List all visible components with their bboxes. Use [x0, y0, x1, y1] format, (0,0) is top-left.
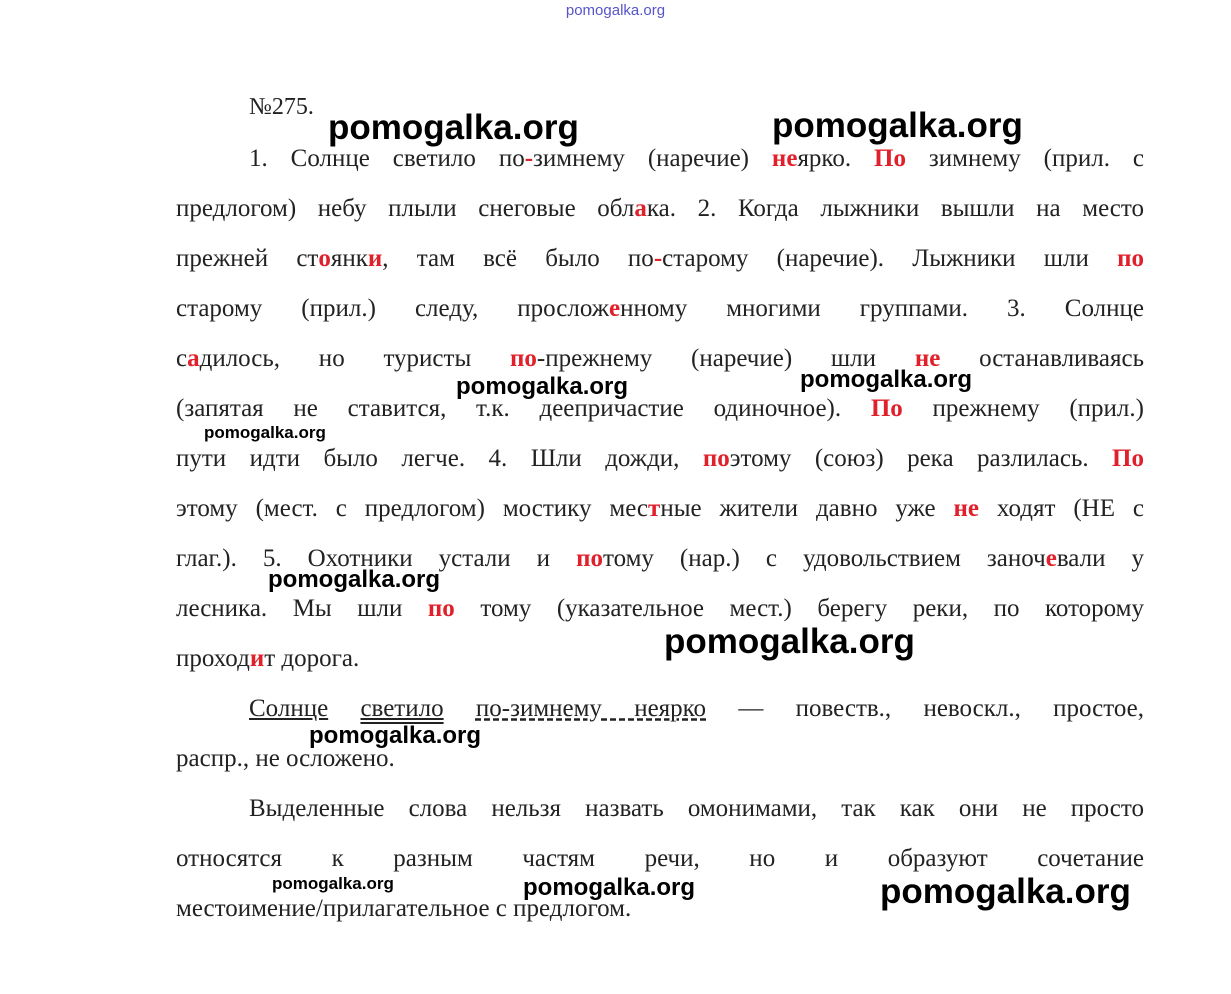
watermark-10: pomogalka.org [523, 874, 696, 901]
exercise-number: №275. [249, 94, 314, 120]
text-line-8: этому (мест. с предлогом) мостику местные жители давно уже не ходят (НЕ с [176, 495, 1144, 522]
text-line-5: садилось, но туристы по-прежнему (наречие) шли не останавливаясь [176, 345, 1145, 372]
text-line-6: (запятая не ставится, т.к. деепричастие одиночное). По прежнему (прил.) [176, 395, 1144, 422]
adverbial: по-зимнему неярко [475, 695, 707, 722]
text-line-3: прежней стоянки, там всё было по-старому (наречие). Лыжники шли по [176, 245, 1145, 272]
text-line-10: лесника. Мы шли по тому (указательное мест.) берегу реки, по которому [176, 595, 1145, 622]
text-line-7: пути идти было легче. 4. Шли дожди, поэтому (союз) река разлилась. По [176, 445, 1144, 472]
analysis-line-1: Солнце светило по-зимнему неярко — повеств., невоскл., простое, [249, 695, 1144, 722]
answer-paragraph-1 [176, 134, 1144, 684]
watermark-7: pomogalka.org [664, 622, 915, 661]
subject: Солнце [249, 695, 329, 722]
watermark-8: pomogalka.org [309, 722, 482, 749]
watermark-6: pomogalka.org [268, 566, 441, 593]
text-line-9: глаг.). 5. Охотники устали и потому (нар.) с удовольствием заночевали у [176, 545, 1144, 572]
text-line-11: проходит дорога. [176, 645, 360, 672]
analysis-line-2: распр., не осложено. [176, 745, 395, 772]
conclusion-line-2: относятся к разным частям речи, но и образуют сочетание [176, 845, 1144, 872]
watermark-1: pomogalka.org [328, 108, 579, 147]
watermark-5: pomogalka.org [204, 423, 326, 442]
watermark-4: pomogalka.org [800, 366, 973, 393]
predicate: светило [360, 695, 444, 722]
text-line-1: 1. Солнце светило по-зимнему (наречие) неярко. По зимнему (прил. с [249, 145, 1144, 172]
watermark-3: pomogalka.org [456, 373, 629, 400]
watermark-2: pomogalka.org [772, 106, 1023, 145]
conclusion-line-3: местоимение/прилагательное с предлогом. [176, 895, 632, 922]
watermark-9: pomogalka.org [272, 874, 394, 893]
watermark-11: pomogalka.org [880, 872, 1131, 911]
conclusion-line-1: Выделенные слова нельзя назвать омонимами, так как они не просто [249, 795, 1144, 822]
text-line-4: старому (прил.) следу, просложенному многими группами. 3. Солнце [176, 295, 1144, 322]
top-watermark: pomogalka.org [565, 2, 666, 19]
text-line-2: предлогом) небу плыли снеговые облака. 2. Когда лыжники вышли на место [176, 195, 1144, 222]
